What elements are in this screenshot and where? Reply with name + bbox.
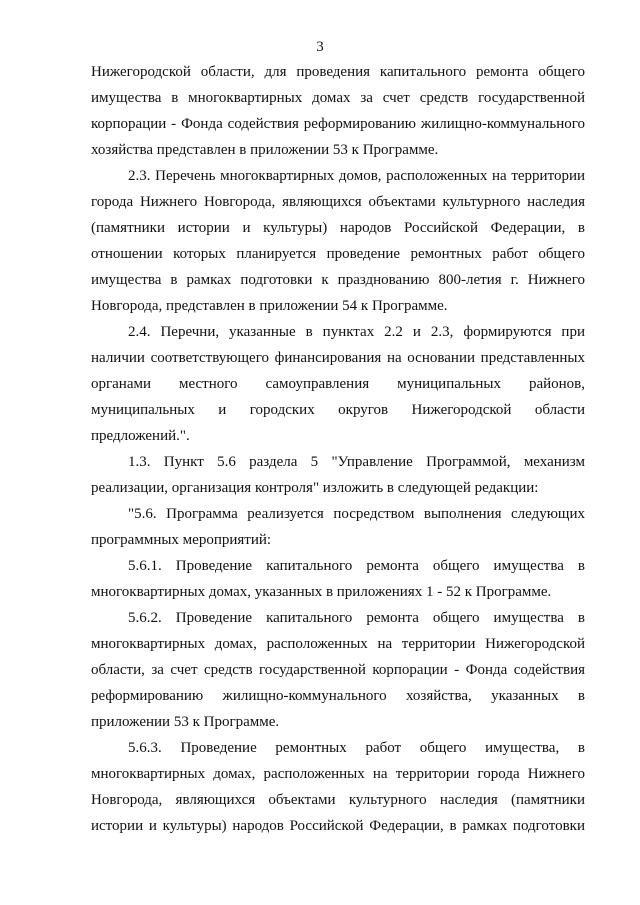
text-line: наличии соответствующего финансирования на основании представленных [91, 350, 585, 366]
text-line: муниципальных и городских округов Нижегородской области [91, 402, 585, 418]
text-line: отношении которых планируется проведение ремонтных работ общего [91, 246, 585, 262]
text-line: "5.6. Программа реализуется посредством выполнения следующих [128, 506, 585, 522]
text-line: (памятники истории и культуры) народов Российской Федерации, в [91, 220, 585, 236]
text-line: предложений.". [91, 428, 190, 444]
text-line: реформированию жилищно-коммунального хозяйства, указанных в [91, 688, 585, 704]
text-line: 2.3. Перечень многоквартирных домов, расположенных на территории [128, 168, 585, 184]
paragraph [91, 59, 585, 163]
paragraph [91, 605, 585, 735]
text-line: Нижегородской области, для проведения капитального ремонта общего [91, 64, 585, 80]
paragraph [91, 163, 585, 319]
text-line: 2.4. Перечни, указанные в пунктах 2.2 и 2.3, формируются при [128, 324, 585, 340]
text-line: органами местного самоуправления муниципальных районов, [91, 376, 585, 392]
text-line: реализации, организация контроля" изложить в следующей редакции: [91, 480, 539, 496]
paragraph [91, 735, 585, 839]
text-line: 5.6.2. Проведение капитального ремонта общего имущества в [128, 610, 585, 626]
text-line: Новгорода, являющихся объектами культурного наследия (памятники [91, 792, 585, 808]
paragraph [91, 319, 585, 449]
paragraph [91, 501, 585, 553]
page-number: 3 [316, 39, 324, 55]
text-line: хозяйства представлен в приложении 53 к Программе. [91, 142, 439, 158]
text-line: программных мероприятий: [91, 532, 272, 548]
paragraph [91, 449, 585, 501]
text-line: 5.6.3. Проведение ремонтных работ общего имущества, в [128, 740, 585, 756]
text-line: 1.3. Пункт 5.6 раздела 5 "Управление Программой, механизм [128, 454, 585, 470]
text-line: приложении 53 к Программе. [91, 714, 280, 730]
text-line: Новгорода, представлен в приложении 54 к Программе. [91, 298, 448, 314]
text-line: 5.6.1. Проведение капитального ремонта общего имущества в [128, 558, 585, 574]
document-body [91, 59, 585, 839]
text-line: области, за счет средств государственной корпорации - Фонда содействия [91, 662, 585, 678]
text-line: имущества в многоквартирных домах за счет средств государственной [91, 90, 585, 106]
text-line: корпорации - Фонда содействия реформированию жилищно-коммунального [91, 116, 585, 132]
text-line: многоквартирных домах, указанных в приложениях 1 - 52 к Программе. [91, 584, 552, 600]
text-line: города Нижнего Новгорода, являющихся объектами культурного наследия [91, 194, 585, 210]
text-line: истории и культуры) народов Российской Федерации, в рамках подготовки [91, 818, 585, 834]
text-line: имущества в рамках подготовки к празднованию 800-летия г. Нижнего [91, 272, 585, 288]
text-line: многоквартирных домах, расположенных на территории города Нижнего [91, 766, 585, 782]
paragraph [91, 553, 585, 605]
text-line: многоквартирных домах, расположенных на территории Нижегородской [91, 636, 585, 652]
